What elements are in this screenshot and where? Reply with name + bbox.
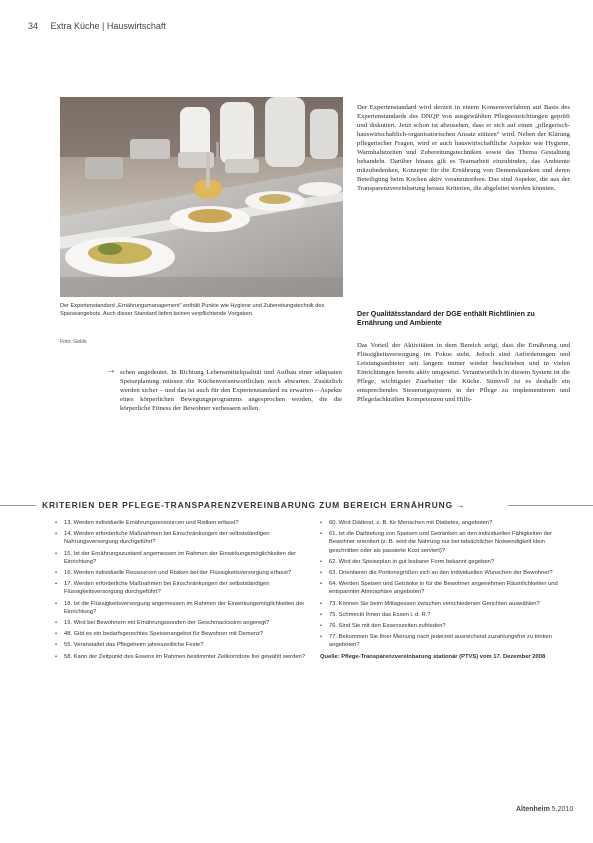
criteria-item bbox=[320, 611, 575, 619]
bullet-icon: • bbox=[320, 531, 323, 538]
article-column-right-continued bbox=[357, 341, 570, 404]
bullet-icon: • bbox=[55, 531, 58, 538]
criteria-item-text: 55. Veranstaltet das Pflegeheim jahreszeitliche Feste? bbox=[64, 642, 204, 649]
criteria-item bbox=[320, 530, 575, 555]
criteria-item bbox=[55, 569, 310, 577]
criteria-item-text: 58. Kann der Zeitpunkt des Essens im Rahmen bestimmter Zeitkorridore frei gewählt werden? bbox=[64, 653, 306, 660]
bullet-icon: • bbox=[320, 558, 323, 565]
bullet-icon: • bbox=[55, 520, 58, 526]
criteria-item bbox=[55, 653, 310, 661]
article-paragraph: Das Vorteil der Aktivitäten in dem Bereich zeigt, dass die Ernährung und Flüssigkeitsversorgung im Fokus steht. Jedoch sind Anforderungen und Leistungsanbieter seit langem immer wieder beschrieben und in vielen Einrichtungen bereits aktiv umgesetzt. Verantwortlich in diesem System ist die Pflege, wichtigster Zuarbeiter die Küche. Sinnvoll ist es deshalb ein entsprechendes Steuerungssystem in der Pflege zu implementieren und Pflegefachkräften Kompetenzen und Hilfs- bbox=[357, 342, 570, 404]
criteria-item bbox=[320, 622, 575, 630]
criteria-item bbox=[55, 641, 310, 649]
criteria-item bbox=[320, 580, 575, 596]
kitchen-photo bbox=[60, 97, 343, 297]
bullet-icon: • bbox=[55, 600, 58, 607]
bullet-icon: • bbox=[55, 570, 58, 577]
section-title: Extra Küche | Hauswirtschaft bbox=[50, 21, 166, 31]
article-subheading: Der Qualitätsstandard der DGE enthält Richtlinien zu Ernährung und Ambiente bbox=[357, 310, 535, 327]
bullet-icon: • bbox=[55, 581, 58, 588]
source-note: Quelle: Pflege-Transparenzvereinbarung stationär (PTVS) vom 17. Dezember 2008 bbox=[320, 653, 546, 660]
bullet-icon: • bbox=[320, 600, 323, 607]
criteria-item-text: 76. Sind Sie mit den Essenszeiten zufrieden? bbox=[329, 623, 446, 630]
criteria-item-text: 48. Gibt es ein bedarfsgerechtes Speisenangebot für Bewohner mit Demenz? bbox=[64, 631, 264, 638]
criteria-item-text: 64. Werden Speisen und Getränke in für die Bewohner angenehmen Räumlichkeiten und entspannter Atmosphäre angeboten? bbox=[329, 581, 558, 596]
criteria-item-text: 75. Schmeckt Ihnen das Essen i. d. R.? bbox=[329, 611, 431, 618]
criteria-item bbox=[320, 600, 575, 608]
page-footer bbox=[516, 806, 573, 813]
bullet-icon: • bbox=[320, 634, 323, 641]
continuation-arrow-icon: → bbox=[106, 365, 116, 376]
running-header bbox=[28, 21, 166, 31]
criteria-item-text: 60. Wird Diätkost, z. B. für Menschen mit Diabetes, angeboten? bbox=[329, 520, 493, 526]
criteria-item-text: 14. Werden erforderliche Maßnahmen bei Einschränkungen der selbstständigen Nahrungsversorgung durchgeführt? bbox=[64, 531, 270, 546]
criteria-item-text: 13. Werden individuelle Ernährungsressourcen und Risiken erfasst? bbox=[64, 520, 239, 526]
bullet-icon: • bbox=[55, 550, 58, 557]
photo-credit: Foto: Gekle bbox=[60, 339, 87, 345]
criteria-item bbox=[55, 530, 310, 546]
bullet-icon: • bbox=[320, 520, 323, 526]
criteria-item bbox=[55, 519, 310, 527]
criteria-item-text: 15. Ist der Ernährungszustand angemessen im Rahmen der Einwirkungsmöglichkeiten der Einrichtung? bbox=[64, 550, 296, 565]
criteria-list-left bbox=[55, 519, 310, 664]
bullet-icon: • bbox=[55, 620, 58, 627]
criteria-item bbox=[55, 600, 310, 616]
criteria-item bbox=[320, 558, 575, 566]
criteria-item-text: 62. Wird der Speiseplan in gut lesbarer Form bekannt gegeben? bbox=[329, 558, 494, 565]
box-rule-right bbox=[508, 505, 593, 506]
bullet-icon: • bbox=[55, 653, 58, 660]
criteria-title-text: KRITERIEN DER PFLEGE-TRANSPARENZVEREINBARUNG ZUM BEREICH ERNÄHRUNG bbox=[42, 500, 454, 510]
bullet-icon: • bbox=[320, 623, 323, 630]
criteria-list-right bbox=[320, 519, 575, 661]
criteria-item-text: 19. Wird bei Bewohnern mit Ernährungssonden der Geschmackssinn angeregt? bbox=[64, 620, 270, 627]
criteria-item-text: 61. Ist die Darbietung von Speisen und Getränken an den individuellen Fähigkeiten der Bewohner orientiert (z. B. wird die Nahrung nur bei tatsächlicher Notwendigkeit klein geschnitten oder als passierte Kost serviert)? bbox=[329, 531, 553, 554]
figure-caption: Der Expertenstandard „Ernährungsmanagement“ enthält Punkte wie Hygiene und Zubereitungstechnik des Speiseangebots. Auch dieser Standard liefert keinen verpflichtende Vorgaben. bbox=[60, 303, 325, 318]
arrow-right-icon: → bbox=[456, 500, 466, 510]
criteria-item-text: 73. Können Sie beim Mittagessen zwischen verschiedenen Gerichten auswählen? bbox=[329, 600, 540, 607]
article-paragraph: Der Expertenstandard wird derzeit in einem Konsensverfahren auf Basis des Expertenstandards des DNQP von ausgewählten Pflegeeinrichtungen geprüft und diskutiert. Jetzt schon ist abzusehen, dass er sich auf einen „pflegerisch-hauswirtschaftlich-organisatorischen Ansatz stützen“ wird. Neben der Klärung pflegerischer Fragen, wird er auch hauswirtschaftliche Aspekte wie Hygiene, Warmhaltezeiten und Zubereitungstechniken sowie das Thema Gestaltung behandeln. Darüber hinaus gilt es Teamarbeit einzubinden, das Ambiente mitzubedenken, Konzepte für die Ernährung von Demenzkranken und deren Beteiligung beim Kochen aktiv voranzutreiben. Das sind Aspekte, die aus der Transparenzvereinbarung heraus Kriterien, die abgeleitet werden könnten. bbox=[357, 104, 570, 193]
criteria-item bbox=[55, 580, 310, 596]
issue-number: 5.2010 bbox=[551, 806, 574, 813]
article-column-right bbox=[357, 103, 570, 193]
article-paragraph: schen angedeutet. In Richtung Lebensmittelqualität und Aufbau einer adäquaten Speiseplanung müssen die Küchenverantwortlichen noch abwarten. Zusätzlich werden sicher – und das ist auch für den Expertenstandard zu erwarten – Aspekte eines körperlichen Bewegungsprogramms angesprochen werden, die die körperliche Fitness der Bewohner verbessern sollen. bbox=[120, 369, 342, 413]
criteria-item-text: 16. Werden individuelle Ressourcen und Risiken bei der Flüssigkeitsversorgung erfasst? bbox=[64, 570, 292, 577]
article-column-left bbox=[120, 368, 342, 413]
criteria-item-text: 18. Ist die Flüssigkeitsversorgung angemessen im Rahmen der Einwirkungsmöglichkeiten der Einrichtung? bbox=[64, 600, 305, 615]
kitchen-photo-illustration bbox=[60, 97, 343, 297]
magazine-name: Altenheim bbox=[516, 806, 550, 813]
bullet-icon: • bbox=[320, 581, 323, 588]
criteria-item bbox=[320, 519, 575, 527]
criteria-item bbox=[320, 633, 575, 649]
bullet-icon: • bbox=[320, 611, 323, 618]
box-rule-left bbox=[0, 505, 36, 506]
bullet-icon: • bbox=[55, 631, 58, 638]
criteria-box-title bbox=[42, 500, 466, 510]
criteria-item-text: 77. Bekommen Sie Ihrer Meinung nach jederzeit ausreichend zuzahlungsfrei zu trinken angeboten? bbox=[329, 634, 552, 649]
criteria-item bbox=[320, 569, 575, 577]
criteria-item-text: 17. Werden erforderliche Maßnahmen bei Einschränkungen der selbstständigen Flüssigkeitsversorgung durchgeführt? bbox=[64, 581, 270, 596]
criteria-item bbox=[55, 550, 310, 566]
bullet-icon: • bbox=[55, 642, 58, 649]
criteria-item bbox=[55, 619, 310, 627]
bullet-icon: • bbox=[320, 570, 323, 577]
criteria-item-text: 63. Orientieren die Portionsgrößen sich an den individuellen Wünschen der Bewohner? bbox=[329, 570, 553, 577]
criteria-item bbox=[55, 630, 310, 638]
page-number: 34 bbox=[28, 21, 39, 31]
